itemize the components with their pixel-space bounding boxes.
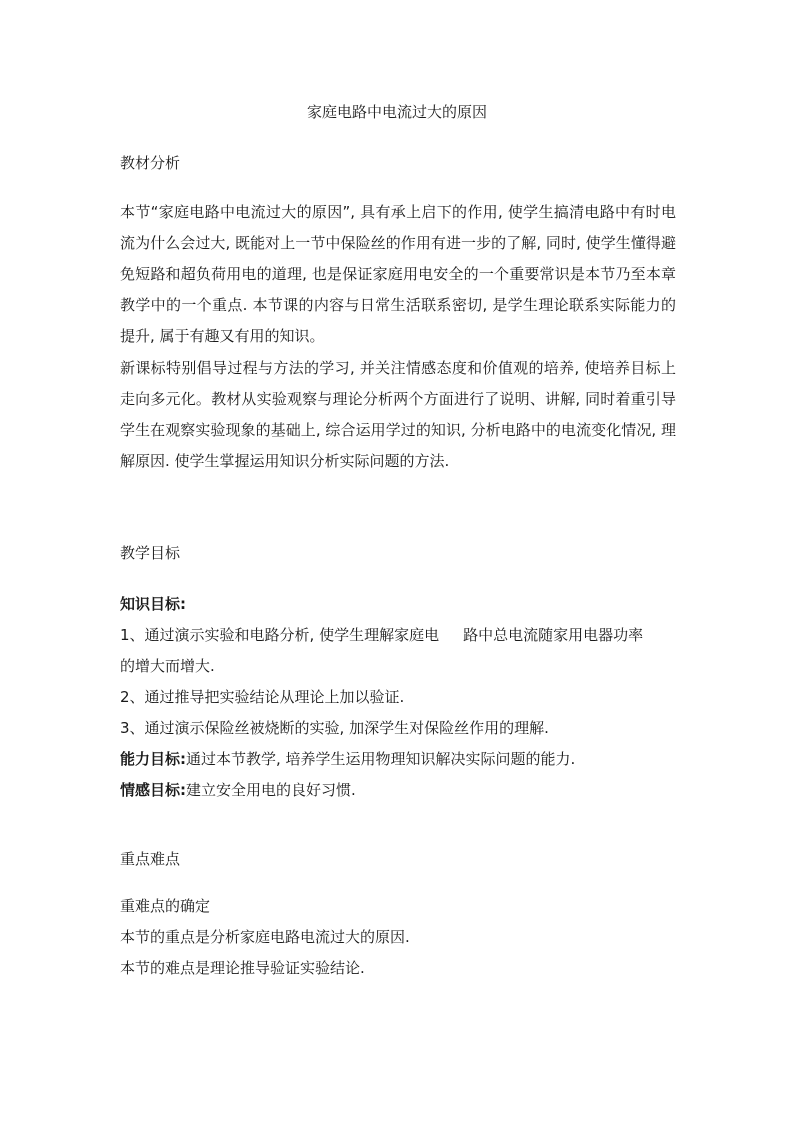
key-difficulties-subheading: 重难点的确定: [120, 897, 211, 915]
emotion-goal: [120, 775, 676, 806]
emotion-goal-label: 情感目标:: [120, 781, 186, 799]
knowledge-goal-1-part-a: 1、通过演示实验和电路分析, 使学生理解家庭电: [120, 626, 440, 644]
key-difficulties-list: [120, 891, 676, 984]
difficulty-line: 本节的难点是理论推导验证实验结论.: [120, 959, 365, 977]
document-title: 家庭电路中电流过大的原因: [306, 103, 487, 121]
key-point-line: 本节的重点是分析家庭电路电流过大的原因.: [120, 928, 410, 946]
knowledge-goal-3: 3、通过演示保险丝被烧断的实验, 加深学生对保险丝作用的理解.: [120, 719, 549, 737]
ability-goal: [120, 744, 676, 775]
knowledge-goal-2: 2、通过推导把实验结论从理论上加以验证.: [120, 688, 405, 706]
section-heading-teaching-goals: 教学目标: [120, 544, 181, 562]
ability-goal-text: 通过本节教学, 培养学生运用物理知识解决实际问题的能力.: [186, 750, 576, 768]
knowledge-goal-1-continued: 的增大而增大.: [120, 657, 215, 675]
paragraph-textbook-analysis-1: 本节“家庭电路中电流过大的原因”, 具有承上启下的作用, 使学生搞清电路中有时电流为什么会过大, 既能对上一节中保险丝的作用有进一步的了解, 同时, 使学生懂得避免短路和超负荷用电的道理, 也是保证家庭用电安全的一个重要常识是本节乃至本章教学中的一个重点. 本节课的内容与日常生活联系密切, 是学生理论联系实际能力的提升, 属于有趣又有用的知识。: [120, 203, 676, 345]
section-heading-textbook-analysis: 教材分析: [120, 154, 181, 172]
emotion-goal-text: 建立安全用电的良好习惯.: [186, 781, 356, 799]
teaching-goals-list: [120, 589, 676, 806]
ability-goal-label: 能力目标:: [120, 750, 186, 768]
section-heading-key-difficulties: 重点难点: [120, 850, 181, 868]
paragraph-textbook-analysis-2: 新课标特别倡导过程与方法的学习, 并关注情感态度和价值观的培养, 使培养目标上走向多元化。教材从实验观察与理论分析两个方面进行了说明、讲解, 同时着重引导学生在观察实验现象的基础上, 综合运用学过的知识, 分析电路中的电流变化情况, 理解原因. 使学生掌握运用知识分析实际问题的方法.: [120, 359, 676, 470]
knowledge-goals-label: 知识目标:: [120, 595, 186, 613]
knowledge-goal-1: [120, 620, 676, 651]
knowledge-goal-1-part-b: 路中总电流随家用电器功率: [463, 626, 644, 644]
